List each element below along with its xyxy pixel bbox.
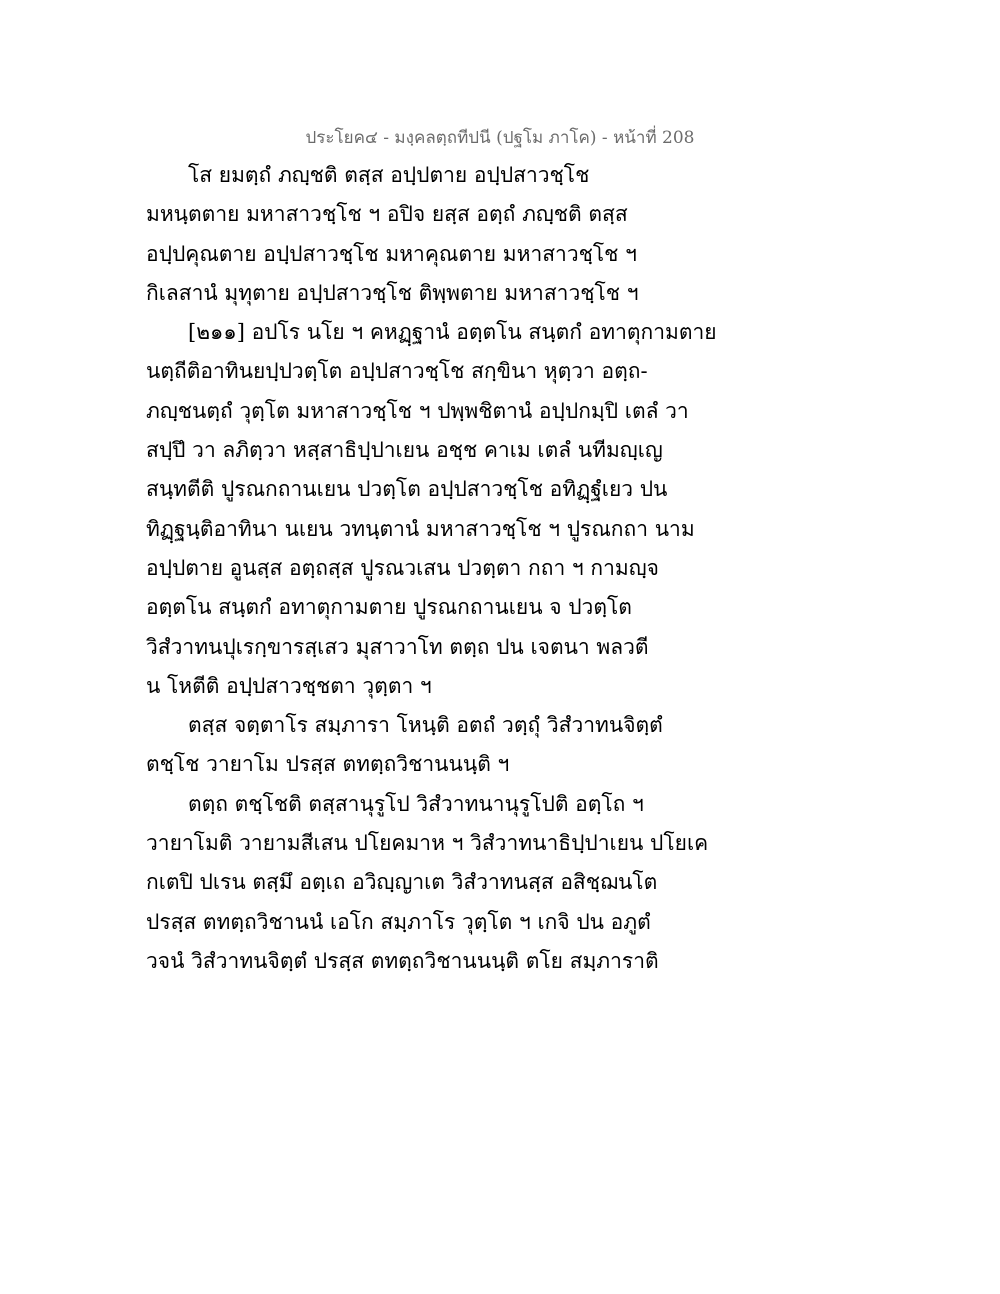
paragraph	[146, 156, 866, 313]
text-line: วิสํวาทนปุเรกฺขารสฺเสว มุสาวาโท ตตฺถ ปน เจตนา พลวตี	[146, 634, 649, 659]
text-line: วายาโมติ วายามสีเสน ปโยคมาห ฯ วิสํวาทนาธิปฺปาเยน ปโยเค	[146, 831, 709, 856]
text-line: มหนฺตตาย มหาสาวชฺโช ฯ อปิจ ยสฺส อตฺถํ ภญฺชติ ตสฺส	[146, 202, 628, 227]
text-line: ตชฺโช วายาโม ปรสฺส ตทตฺถวิชานนนฺติ ฯ	[146, 752, 510, 777]
text-line: กเตปิ ปเรน ตสฺมึ อตฺเถ อวิญฺญาเต วิสํวาทนสฺส อสิชฺฌนโต	[146, 870, 658, 895]
running-header: ประโยค๔ - มงฺคลตฺถทีปนี (ปฐโม ภาโค) - หน้าที่ 208	[305, 128, 695, 148]
text-line: อปฺปคุณตาย อปฺปสาวชฺโช มหาคุณตาย มหาสาวชฺโช ฯ	[146, 241, 637, 266]
text-line: อปฺปตาย อูนสฺส อตฺถสฺส ปูรณวเสน ปวตฺตา กถา ฯ กามญฺจ	[146, 555, 659, 580]
text-line: ปรสฺส ตทตฺถวิชานนํ เอโก สมฺภาโร วุตฺโต ฯ เกจิ ปน อภูตํ	[146, 909, 651, 934]
text-line: ทิฏฺฐนฺติอาทินา นเยน วทนฺตานํ มหาสาวชฺโช ฯ ปูรณกถา นาม	[146, 516, 695, 541]
text-line: สปฺปึ วา ลภิตฺวา หสฺสาธิปฺปาเยน อชฺช คาเม เตลํ นทีมญฺเญ	[146, 438, 663, 463]
paragraph	[146, 785, 866, 981]
text-line: ตสฺส จตฺตาโร สมฺภารา โหนฺติ อตถํ วตฺถุํ วิสํวาทนจิตฺตํ	[188, 713, 663, 738]
text-line: สนฺทตีติ ปูรณกถานเยน ปวตฺโต อปฺปสาวชฺโช อทิฏฺฐํเยว ปน	[146, 477, 668, 502]
text-line: นตฺถีติอาทินยปฺปวตฺโต อปฺปสาวชฺโช สกฺขินา หุตฺวา อตฺถ-	[146, 359, 648, 384]
text-line: กิเลสานํ มุทุตาย อปฺปสาวชฺโช ติพฺพตาย มหาสาวชฺโช ฯ	[146, 280, 639, 305]
text-line: [๒๑๑] อปโร นโย ฯ คหฏฺฐานํ อตฺตโน สนฺตกํ อทาตุกามตาย	[188, 320, 717, 345]
text-line: โส ยมตฺถํ ภญฺชติ ตสฺส อปฺปตาย อปฺปสาวชฺโช	[188, 163, 590, 187]
text-line: วจนํ วิสํวาทนจิตฺตํ ปรสฺส ตทตฺถวิชานนนฺติ ตโย สมฺภาราติ	[146, 948, 659, 973]
text-line: อตฺตโน สนฺตกํ อทาตุกามตาย ปูรณกถานเยน จ ปวตฺโต	[146, 595, 632, 620]
body-text	[146, 156, 866, 981]
text-line: น โหตีติ อปฺปสาวชฺชตา วุตฺตา ฯ	[146, 673, 432, 698]
paragraph	[146, 313, 866, 706]
text-line: ตตฺถ ตชฺโชติ ตสฺสานุรูโป วิสํวาทนานุรูโปติ อตฺโถ ฯ	[188, 791, 644, 816]
text-line: ภญฺชนตฺถํ วุตฺโต มหาสาวชฺโช ฯ ปพฺพชิตานํ อปฺปกมฺปิ เตลํ วา	[146, 398, 689, 423]
paragraph	[146, 706, 866, 785]
